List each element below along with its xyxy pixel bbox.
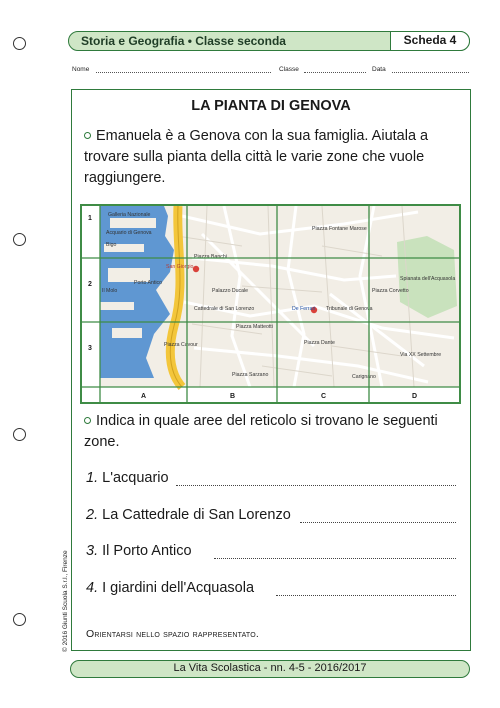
place-molo: Il Molo <box>102 288 118 294</box>
city-map <box>80 204 461 404</box>
worksheet-frame <box>71 89 471 651</box>
data-field[interactable] <box>392 72 469 73</box>
nome-label: Nome <box>72 66 90 73</box>
question-text: Indica in quale aree del reticolo si trovano le seguenti zone. <box>84 413 438 450</box>
place-carignano: Carignano <box>352 374 376 380</box>
answer-line[interactable] <box>176 485 456 486</box>
place-banchi: Piazza Banchi <box>194 254 227 260</box>
footnote: Orientarsi nello spazio rappresentato. <box>86 628 260 640</box>
grid-col-label: B <box>230 393 236 400</box>
classe-label: Classe <box>279 66 299 73</box>
place-de-ferrari: De Ferrari <box>292 306 316 312</box>
binder-hole-2 <box>13 233 26 246</box>
answer-line[interactable] <box>214 558 456 559</box>
place-sarzano: Piazza Sarzano <box>232 372 269 378</box>
grid-row-label: 2 <box>88 281 92 288</box>
binder-hole-4 <box>13 613 26 626</box>
place-cattedrale: Cattedrale di San Lorenzo <box>194 306 255 312</box>
answer-line[interactable] <box>300 522 456 523</box>
place-galleria: Galleria Nazionale <box>108 212 151 218</box>
place-palazzo-ducale: Palazzo Ducale <box>212 288 249 294</box>
page-title: LA PIANTA DI GENOVA <box>191 98 351 114</box>
place-via-venti: Via XX Settembre <box>400 352 442 358</box>
grid-col-label: D <box>412 393 418 400</box>
header-title: Storia e Geografia • Classe seconda <box>81 34 286 48</box>
list-item: 2. La Cattedrale di San Lorenzo <box>86 507 456 527</box>
data-label: Data <box>372 66 386 73</box>
list-item: 4. I giardini dell'Acquasola <box>86 580 456 600</box>
intro-text: Emanuela è a Genova con la sua famiglia. Aiutala a trovare sulla pianta della città le varie zone che vuole raggiungere. <box>84 128 429 186</box>
place-corvetto: Piazza Corvetto <box>372 288 409 294</box>
place-piazza-dante: Piazza Dante <box>304 340 335 346</box>
bullet-icon <box>84 132 91 139</box>
place-san-giorgio: San Giorgio <box>166 264 194 270</box>
grid-row-label: 1 <box>88 215 92 222</box>
list-item: 3. Il Porto Antico <box>86 543 456 563</box>
footer-bar: La Vita Scolastica - nn. 4-5 - 2016/2017 <box>70 660 470 678</box>
header-bar <box>68 31 470 51</box>
city-map-svg <box>82 206 459 402</box>
question-paragraph <box>84 411 464 453</box>
info-row <box>72 66 470 78</box>
place-fontane-marose: Piazza Fontane Marose <box>312 226 367 232</box>
place-porto-antico: Porto Antico <box>134 280 162 286</box>
binder-hole-1 <box>13 37 26 50</box>
scheda-label: Scheda 4 <box>390 31 470 51</box>
place-bigo: Bigo <box>106 242 117 248</box>
intro-paragraph <box>84 126 464 189</box>
nome-field[interactable] <box>96 72 271 73</box>
list-item: 1. L'acquario <box>86 470 456 490</box>
copyright: © 2016 Giunti Scuola S.r.l., Firenze <box>62 550 69 652</box>
place-tribunale: Tribunale di Genova <box>326 306 373 312</box>
grid-col-label: A <box>141 393 147 400</box>
binder-hole-3 <box>13 428 26 441</box>
answer-line[interactable] <box>276 595 456 596</box>
place-cavour: Piazza Cavour <box>164 342 198 348</box>
bullet-icon <box>84 417 91 424</box>
classe-field[interactable] <box>304 72 366 73</box>
place-matteotti: Piazza Matteotti <box>236 324 273 330</box>
metro-marker-icon <box>193 266 199 272</box>
place-acquasola: Spianata dell'Acquasola <box>400 276 456 282</box>
grid-col-label: C <box>321 393 327 400</box>
grid-row-label: 3 <box>88 345 92 352</box>
place-acquario: Acquario di Genova <box>106 230 152 236</box>
